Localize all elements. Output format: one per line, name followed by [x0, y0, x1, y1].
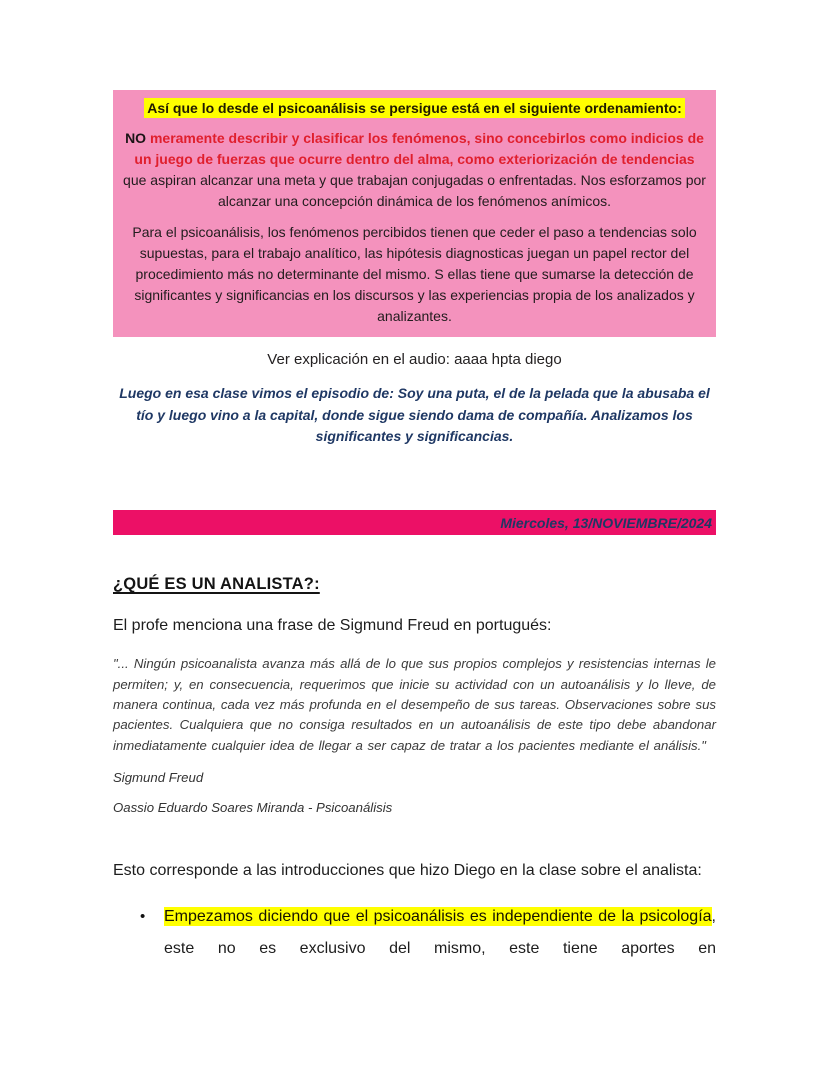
- highlighted-title: Así que lo desde el psicoanálisis se persigue está en el siguiente ordenamiento:: [144, 98, 685, 118]
- no-emphasis: NO: [125, 130, 150, 146]
- date-bar: [113, 510, 716, 535]
- intro-paragraph: El profe menciona una frase de Sigmund Freud en portugués:: [113, 617, 552, 635]
- attribution-oassio: Oassio Eduardo Soares Miranda - Psicoanálisis: [113, 799, 393, 815]
- attribution-sigmund-freud: Sigmund Freud: [113, 769, 204, 785]
- bullet-icon: •: [140, 907, 146, 925]
- callout-paragraph-1: [123, 128, 706, 212]
- bullet-text: [164, 901, 716, 965]
- bullet-item: [113, 901, 716, 965]
- bullet-text-rest: , este no es exclusivo del mismo, este tiene aportes en: [164, 907, 716, 957]
- esto-paragraph: Esto corresponde a las introducciones que hizo Diego en la clase sobre el analista:: [113, 861, 702, 879]
- callout-title-line: [123, 98, 706, 119]
- freud-quote: "... Ningún psicoanalista avanza más allá de lo que sus propios complejos y resistencias internas le permiten; y, en consecuencia, requerimos que inicie su actividad con un autoanálisis y lo lleve, de manera continua, cada vez más profunda en el desempeño de sus tareas. Observaciones sobre sus pacientes. Cualquiera que no consiga resultados en un autoanálisis de este tipo debe abandonar inmediatamente cualquier idea de llegar a ser capaz de tratar a los pacientes mediante el análisis.": [113, 656, 716, 753]
- section-heading: ¿QUÉ ES UN ANALISTA?:: [113, 575, 320, 594]
- red-emphasis-text: meramente describir y clasificar los fenómenos, sino concebirlos como indicios de un juego de fuerzas que ocurre dentro del alma, como exteriorización de tendencias: [134, 130, 704, 167]
- callout-paragraph-2: Para el psicoanálisis, los fenómenos percibidos tienen que ceder el paso a tendencias solo supuestas, para el trabajo analítico, las hipótesis diagnosticas juegan un papel rector del procedimiento más no determinante del mismo. S ellas tiene que sumarse la detección de significantes y significancias en los discursos y las experiencias propia de los analizados y analizantes.: [132, 224, 697, 324]
- paragraph-1-rest: que aspiran alcanzar una meta y que trabajan conjugadas o enfrentadas. Nos esforzamos por alcanzar una concepción dinámica de los fenómenos anímicos.: [123, 172, 706, 209]
- pink-callout-block: [113, 90, 716, 337]
- document-content: [113, 0, 716, 965]
- blue-italic-note: Luego en esa clase vimos el episodio de: Soy una puta, el de la pelada que la abusaba el tío y luego vino a la capital, donde sigue siendo dama de compañía. Analizamos los significantes y significancias.: [119, 385, 710, 445]
- highlighted-bullet-text: Empezamos diciendo que el psicoanálisis es independiente de la psicología: [164, 907, 712, 925]
- audio-note: Ver explicación en el audio: aaaa hpta diego: [267, 351, 562, 368]
- date-label: Miercoles, 13/NOVIEMBRE/2024: [500, 514, 712, 531]
